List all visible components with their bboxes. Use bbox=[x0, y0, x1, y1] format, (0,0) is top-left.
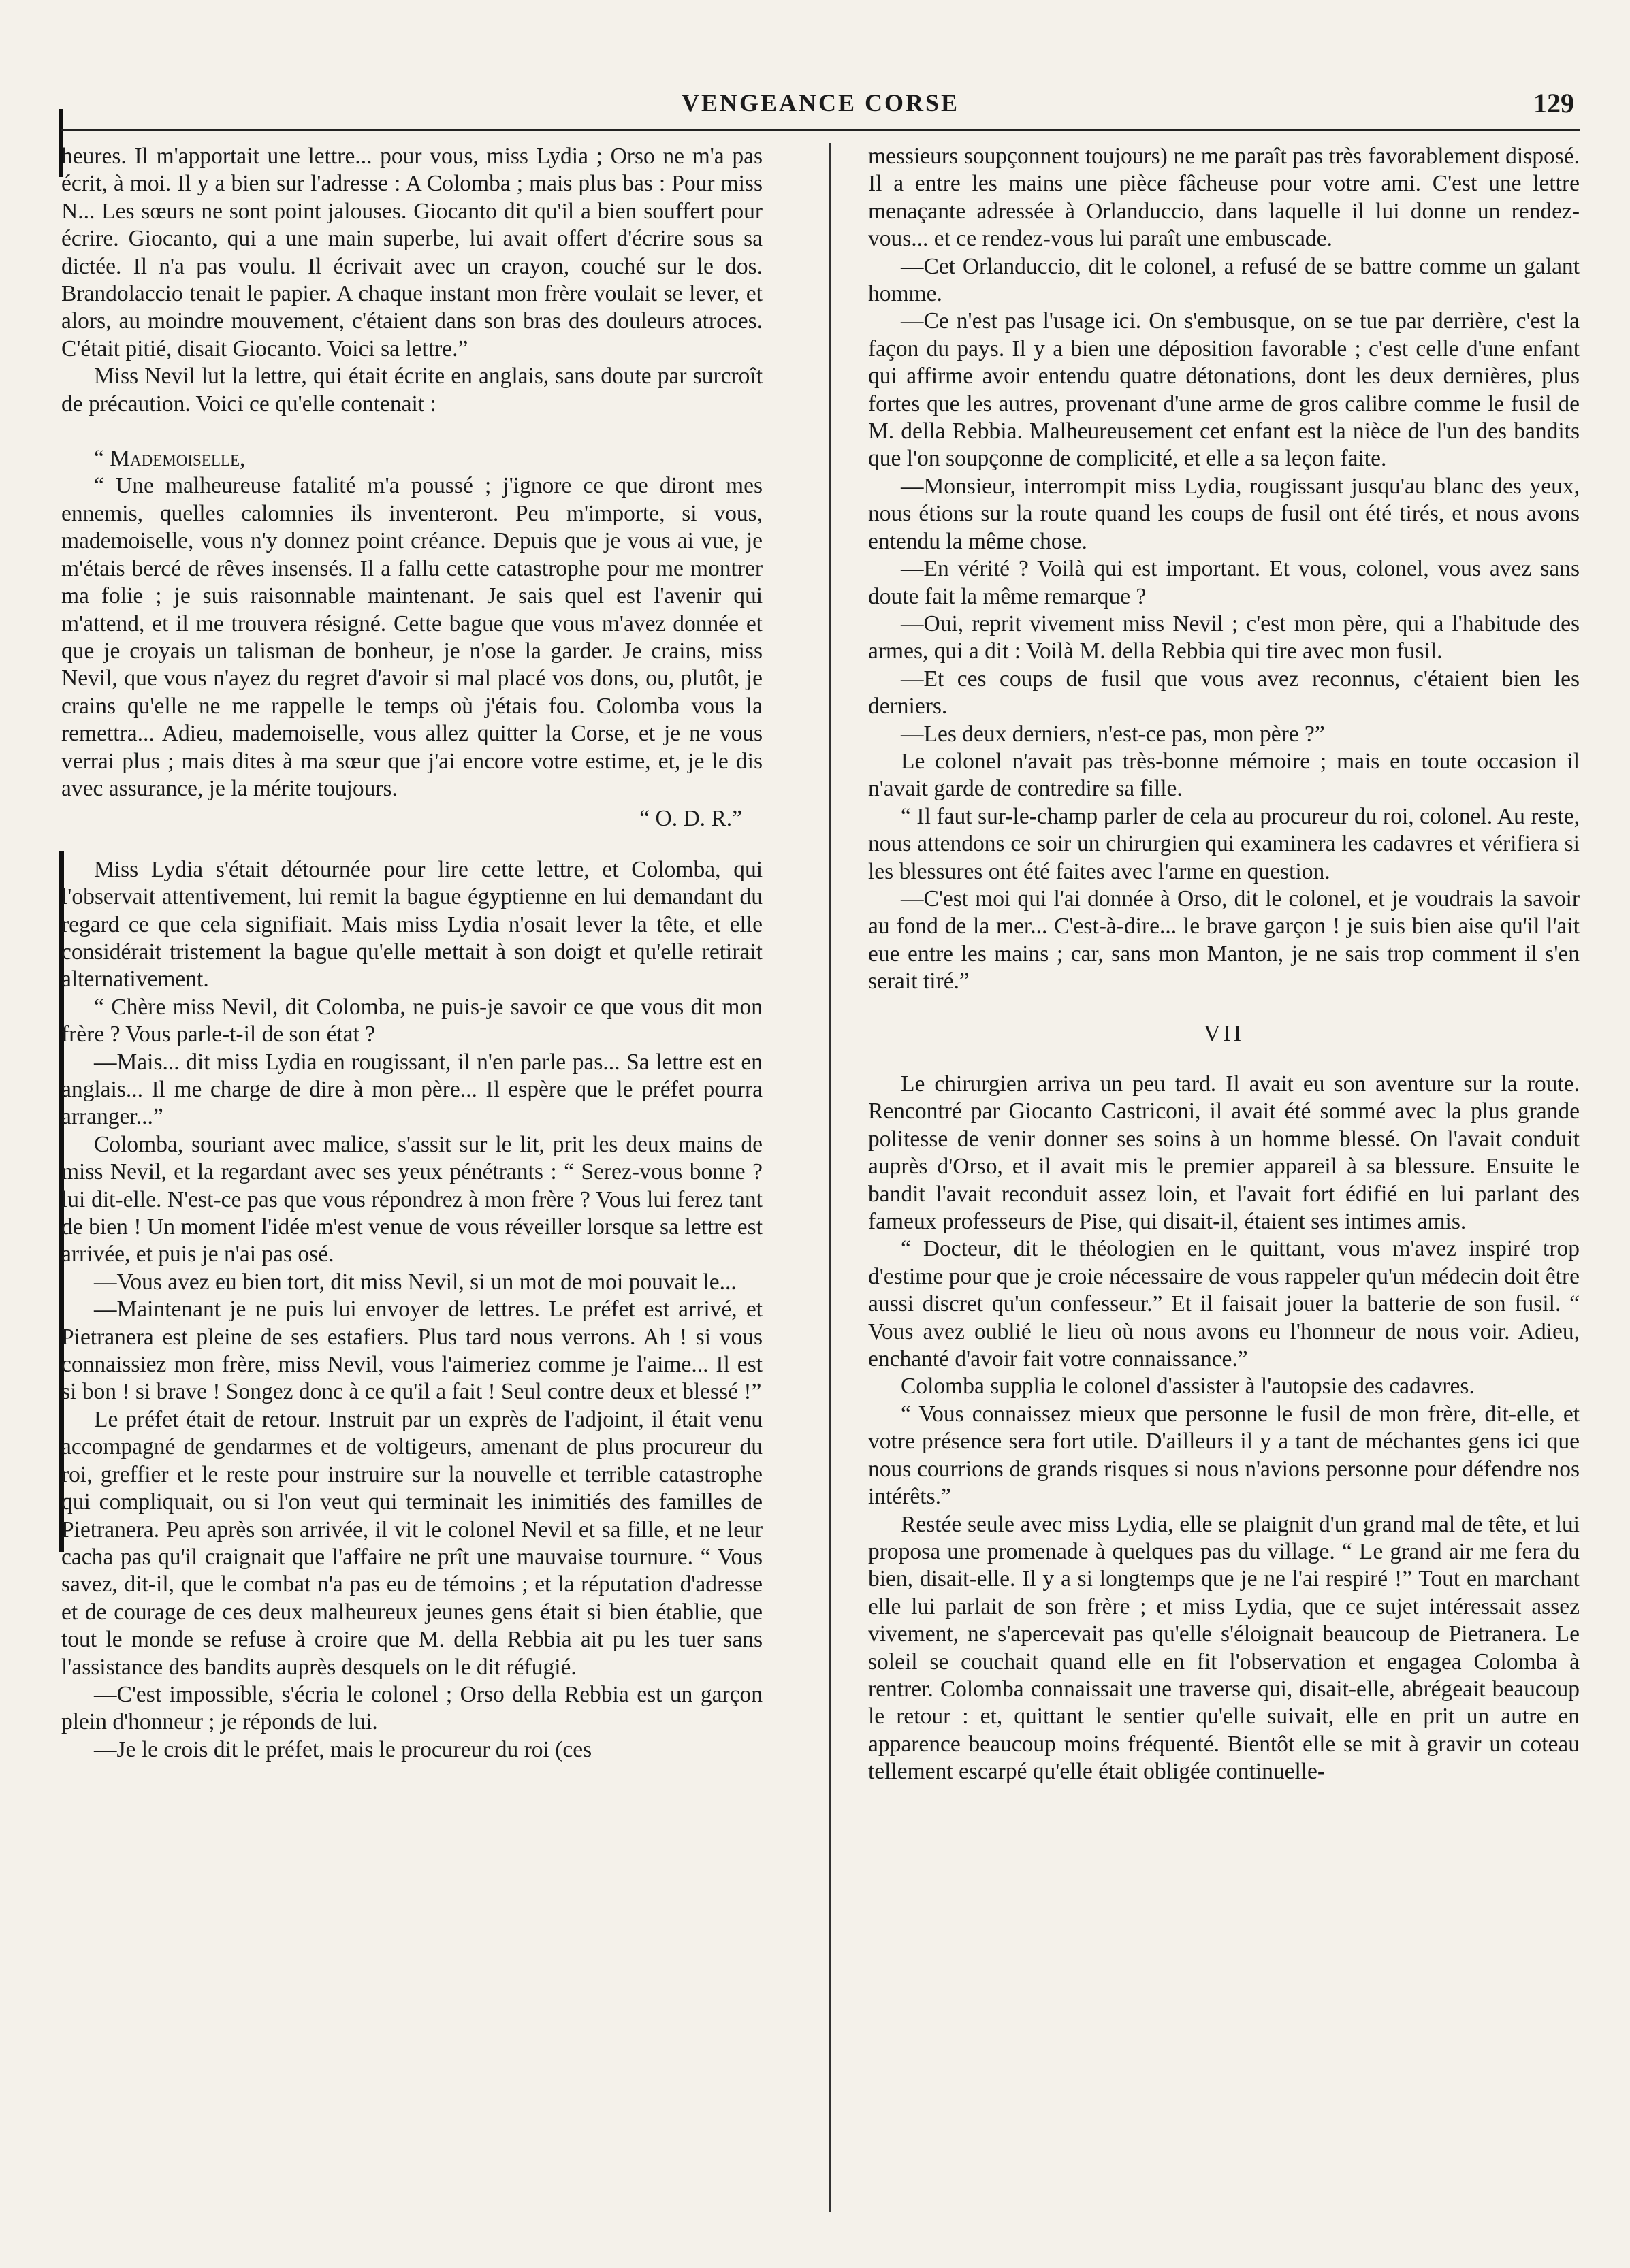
paragraph: —Les deux derniers, n'est-ce pas, mon père ?” bbox=[901, 721, 1325, 747]
paragraph: Restée seule avec miss Lydia, elle se plaignit d'un grand mal de tête, et lui proposa une promenade à quelques pas du village. “ Le grand air me fera du bien, disait-elle. Il y a si longtemps que je ne l'ai respiré !” Tout en marchant elle lui parlait de son frère ; et miss Lydia, que ce sujet intéressait assez vivement, ne s'apercevait pas qu'elle s'éloignait beaucoup de Pietranera. Le soleil se couchait quand elle en fit l'observation et engagea Colomba à rentrer. Colomba connaissait une traverse qui, disait-elle, abrégeait beaucoup le retour : et, quittant le sentier qu'elle suivait, elle en prit un autre en apparence beaucoup moins fréquenté. Bientôt elle se mit à gravir un coteau tellement escarpé qu'elle était obligée continuelle- bbox=[868, 1511, 1580, 1785]
running-title: VENGEANCE CORSE bbox=[681, 89, 960, 116]
page-number: 129 bbox=[1533, 88, 1574, 118]
paragraph: —Monsieur, interrompit miss Lydia, rougissant jusqu'au blanc des yeux, nous étions sur la route quand les coups de fusil ont été tirés, et nous avons entendu la même chose. bbox=[868, 473, 1580, 554]
paragraph: —Oui, reprit vivement miss Nevil ; c'est mon père, qui a l'habitude des armes, qui a dit : Voilà M. della Rebbia qui tire avec mon fusil. bbox=[868, 611, 1580, 664]
paragraph: Colomba supplia le colonel d'assister à l'autopsie des cadavres. bbox=[901, 1374, 1475, 1399]
header-rule bbox=[61, 129, 1580, 131]
paragraph: “ Chère miss Nevil, dit Colomba, ne puis-je savoir ce que vous dit mon frère ? Vous parle-t-il de son état ? bbox=[61, 994, 763, 1048]
paragraph: messieurs soupçonnent toujours) ne me paraît pas très favorablement disposé. Il a entre les mains une pièce fâcheuse pour votre ami. C'est une lettre menaçante adressée à Orlanduccio, dans laquelle il lui donne un rendez-vous... et ce rendez-vous lui paraît une embuscade. bbox=[868, 144, 1580, 252]
paragraph: Colomba, souriant avec malice, s'assit sur le lit, prit les deux mains de miss Nevil, et la regardant avec ses yeux pénétrants : “ Serez-vous bonne ? lui dit-elle. N'est-ce pas que vous répondrez à mon frère ? Vous lui ferez tant de bien ! Un moment l'idée m'est venue de vous réveiller lorsque sa lettre est arrivée, et puis je n'ai pas osé. bbox=[61, 1131, 763, 1267]
letter-body: “ Une malheureuse fatalité m'a poussé ; j'ignore ce que diront mes ennemis, quelles calomnies ils inventeront. Peu m'importe, si vous, mademoiselle, vous n'y donnez point créance. Depuis que je vous ai vue, je m'étais bercé de rêves insensés. Il a fallu cette catastrophe pour me montrer ma folie ; je suis raisonnable maintenant. Je sais quel est l'avenir qui m'attend, et il me trouvera résigné. Cette bague que vous m'avez donnée et que je croyais un talisman de bonheur, je n'ose la garder. Je crains, miss Nevil, que vous n'ayez du regret d'avoir si mal placé vos dons, ou, plutôt, je crains qu'elle ne me rappelle le temps où j'étais fou. Colomba vous la remettra... Adieu, mademoiselle, vous allez quitter la Corse, et je ne vous verrai plus ; mais dites à ma sœur que j'ai encore votre estime, et, je le dis avec assurance, je la mérite toujours. bbox=[61, 473, 763, 801]
letter-signature: “ O. D. R.” bbox=[639, 806, 742, 832]
paragraph: —Et ces coups de fusil que vous avez reconnus, c'étaient bien les derniers. bbox=[868, 666, 1580, 719]
paragraph: —C'est impossible, s'écria le colonel ; Orso della Rebbia est un garçon plein d'honneur ; je réponds de lui. bbox=[61, 1681, 763, 1735]
letter-salutation: “ Mademoiselle, bbox=[94, 446, 246, 472]
paragraph: —Maintenant je ne puis lui envoyer de lettres. Le préfet est arrivé, et Pietranera est pleine de ses estafiers. Plus tard nous verrons. Ah ! si vous connaissiez mon frère, miss Nevil, vous l'aimeriez comme je l'aime... Il est si bon ! si brave ! Songez donc à ce qu'il a fait ! Seul contre deux et blessé !” bbox=[61, 1297, 763, 1405]
paragraph: Miss Nevil lut la lettre, qui était écrite en anglais, sans doute par surcroît de précaution. Voici ce qu'elle contenait : bbox=[61, 363, 763, 417]
paragraph: “ Vous connaissez mieux que personne le fusil de mon frère, dit-elle, et votre présence sera fort utile. D'ailleurs il y a tant de méchantes gens ici que nous courrions de grands risques si nous n'avions personne pour défendre nos intérêts.” bbox=[868, 1401, 1580, 1510]
chapter-heading: VII bbox=[1203, 1020, 1245, 1046]
paragraph: —Cet Orlanduccio, dit le colonel, a refusé de se battre comme un galant homme. bbox=[868, 253, 1580, 307]
paragraph: Le préfet était de retour. Instruit par un exprès de l'adjoint, il était venu accompagné de gendarmes et de voltigeurs, amenant de plus procureur du roi, greffier et le reste pour instruire sur la nouvelle et terrible catastrophe qui compliquait, ou si l'on veut qui terminait les inimitiés des familles de Pietranera. Peu après son arrivée, il vit le colonel Nevil et sa fille, et ne leur cacha pas qu'il craignait que l'affaire ne prît une mauvaise tournure. “ Vous savez, dit-il, que le combat n'a pas eu de témoins ; et la réputation d'adresse et de courage de ces deux malheureux jeunes gens était si bien établie, que tout le monde se refuse à croire que M. della Rebbia ait pu les tuer sans l'assistance des bandits auprès desquels on le dit réfugié. bbox=[61, 1406, 763, 1680]
paragraph: heures. Il m'apportait une lettre... pour vous, miss Lydia ; Orso ne m'a pas écrit, à moi. Il y a bien sur l'adresse : A Colomba ; mais plus bas : Pour miss N... Les sœurs ne sont point jalouses. Giocanto dit qu'il a bien souffert pour écrire. Giocanto, qui a une main superbe, lui avait offert d'écrire sous sa dictée. Il n'a pas voulu. Il écrivait avec un crayon, couché sur le dos. Brandolaccio tenait le papier. A chaque instant mon frère voulait se lever, et alors, au moindre mouvement, c'étaient dans son bras des douleurs atroces. C'était pitié, disait Giocanto. Voici sa lettre.” bbox=[61, 144, 763, 361]
paragraph: Miss Lydia s'était détournée pour lire cette lettre, et Colomba, qui l'observait attentivement, lui remit la bague égyptienne en lui demandant du regard ce que cela signifiait. Mais miss Lydia n'osait lever la tête, et elle considérait tristement la bague qu'elle mettait à son doigt et qu'elle retirait alternativement. bbox=[61, 856, 763, 992]
paragraph: —Je le crois dit le préfet, mais le procureur du roi (ces bbox=[94, 1736, 592, 1762]
paragraph: —Vous avez eu bien tort, dit miss Nevil, si un mot de moi pouvait le... bbox=[94, 1269, 737, 1295]
paragraph: Le colonel n'avait pas très-bonne mémoire ; mais en toute occasion il n'avait garde de contredire sa fille. bbox=[868, 748, 1580, 802]
column-rule bbox=[829, 143, 831, 2212]
paragraph: —Mais... dit miss Lydia en rougissant, il n'en parle pas... Sa lettre est en anglais... Il me charge de dire à mon père... Il espère que le préfet pourra arranger...” bbox=[61, 1049, 763, 1130]
paragraph: Le chirurgien arriva un peu tard. Il avait eu son aventure sur la route. Rencontré par Giocanto Castriconi, il avait été sommé avec la plus grande politesse de venir donner ses soins à un homme blessé. On l'avait conduit auprès d'Orso, et il avait mis le premier appareil à sa blessure. Ensuite le bandit l'avait reconduit assez loin, et l'avait fort édifié en lui parlant des fameux professeurs de Pise, qui disait-il, étaient ses intimes amis. bbox=[868, 1071, 1580, 1235]
paragraph: “ Docteur, dit le théologien en le quittant, vous m'avez inspiré trop d'estime pour que je croie nécessaire de vous rappeler qu'un médecin doit être aussi discret qu'un confesseur.” Et il faisait jouer la batterie de son fusil. “ Vous avez oublié le lieu où nous avons eu l'honneur de nous voir. Adieu, enchanté d'avoir fait votre connaissance.” bbox=[868, 1236, 1580, 1372]
paragraph: —Ce n'est pas l'usage ici. On s'embusque, on se tue par derrière, c'est la façon du pays. Il y a bien une déposition favorable ; c'est celle d'une enfant qui affirme avoir entendu quatre détonations, dont les deux dernières, plus fortes que les autres, provenant d'une arme de gros calibre comme le fusil de M. della Rebbia. Malheureusement cet enfant est la nièce de l'un des bandits que l'on soupçonne de complicité, et elle a sa leçon faite. bbox=[868, 308, 1580, 472]
paragraph: —En vérité ? Voilà qui est important. Et vous, colonel, vous avez sans doute fait la même remarque ? bbox=[868, 556, 1580, 609]
right-column bbox=[868, 143, 1580, 2212]
left-column bbox=[61, 143, 763, 2212]
paragraph: —C'est moi qui l'ai donnée à Orso, dit le colonel, et je voudrais la savoir au fond de la mer... C'est-à-dire... le brave garçon ! je suis bien aise qu'il l'ait eue entre les mains ; car, sans mon Manton, je ne sais trop comment il s'en serait tiré.” bbox=[868, 886, 1580, 994]
page-header bbox=[61, 82, 1580, 129]
paragraph: “ Il faut sur-le-champ parler de cela au procureur du roi, colonel. Au reste, nous attendons ce soir un chirurgien qui examinera les cadavres et vérifiera si les blessures ont été faites avec l'arme en question. bbox=[868, 803, 1580, 884]
newspaper-page bbox=[61, 82, 1580, 2219]
